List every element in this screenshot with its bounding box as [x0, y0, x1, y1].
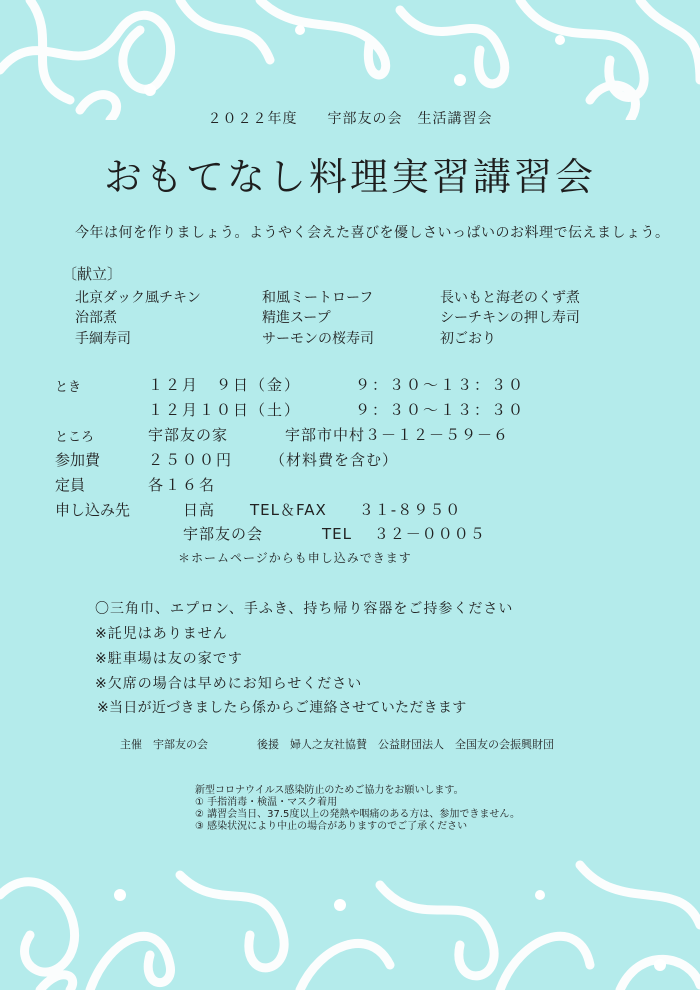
date-2: １２月１０日（土） [148, 401, 302, 419]
menu-item: 和風ミートローフ [262, 290, 374, 306]
fee-label: 参加費 [55, 451, 101, 469]
covid-notice-heading: 新型コロナウイルス感染防止のためご協力をお願いします。 [195, 785, 464, 796]
event-subtitle: ２０２２年度 宇部友の会 生活講習会 [207, 111, 493, 127]
where-label: ところ [55, 430, 95, 445]
web-application-note: ＊ホームページからも申し込みできます [178, 551, 412, 565]
floral-border-top [0, 0, 700, 120]
menu-item: 北京ダック風チキン [75, 290, 201, 306]
time-2: ９：３０～１３：３０ [355, 401, 526, 419]
support-organizations: 後援 婦人之友社協賛 公益財団法人 全国友の会振興財団 [257, 738, 554, 751]
fee-note: （材料費を含む） [270, 451, 399, 469]
floral-border-bottom [0, 855, 700, 990]
menu-heading: 〔献立〕 [62, 265, 123, 283]
contact-2-tel: TEL ３２－０００５ [322, 525, 486, 543]
covid-notice-item: ① 手指消毒・検温・マスク着用 [195, 797, 338, 808]
venue-address: 宇部市中村３－１２－５９－６ [285, 426, 510, 444]
contact-1-tel: TEL＆FAX ３１-８９５０ [250, 501, 462, 519]
note-item: ※当日が近づきましたら係からご連絡させていただきます [97, 700, 467, 716]
menu-item: シーチキンの押し寿司 [440, 310, 580, 326]
apply-label: 申し込み先 [55, 501, 131, 519]
venue: 宇部友の家 [148, 426, 229, 444]
contact-2-name: 宇部友の会 [183, 525, 264, 543]
capacity: 各１６名 [148, 476, 217, 494]
when-label: とき [55, 380, 82, 395]
menu-item: 精進スープ [262, 310, 331, 326]
note-item: ※託児はありません [95, 626, 228, 642]
contact-1-name: 日高 [183, 501, 216, 519]
fee: ２５００円 [148, 451, 234, 469]
note-item: ※駐車場は友の家です [95, 651, 243, 667]
time-1: ９：３０～１３：３０ [355, 376, 526, 394]
menu-item: サーモンの桜寿司 [262, 331, 374, 347]
note-item: 〇三角巾、エプロン、手ふき、持ち帰り容器をご持参ください [95, 601, 514, 617]
covid-notice-item: ③ 感染状況により中止の場合がありますのでご了承ください [195, 821, 468, 832]
menu-item: 治部煮 [75, 310, 117, 326]
menu-item: 初ごおり [440, 331, 496, 347]
organizer: 主催 宇部友の会 [120, 738, 208, 751]
menu-item: 長いもと海老のくず煮 [440, 290, 580, 306]
note-item: ※欠席の場合は早めにお知らせください [95, 676, 363, 692]
intro-text: 今年は何を作りましょう。ようやく会えた喜びを優しさいっぱいのお料理で伝えましょう。 [75, 225, 670, 241]
capacity-label: 定員 [55, 476, 86, 494]
page-title: おもてなし料理実習講習会 [103, 155, 596, 199]
menu-item: 手綱寿司 [75, 331, 131, 347]
date-1: １２月 ９日（金） [148, 376, 302, 394]
covid-notice-item: ② 講習会当日、37.5度以上の発熱や咽痛のある方は、参加できません。 [195, 809, 521, 820]
